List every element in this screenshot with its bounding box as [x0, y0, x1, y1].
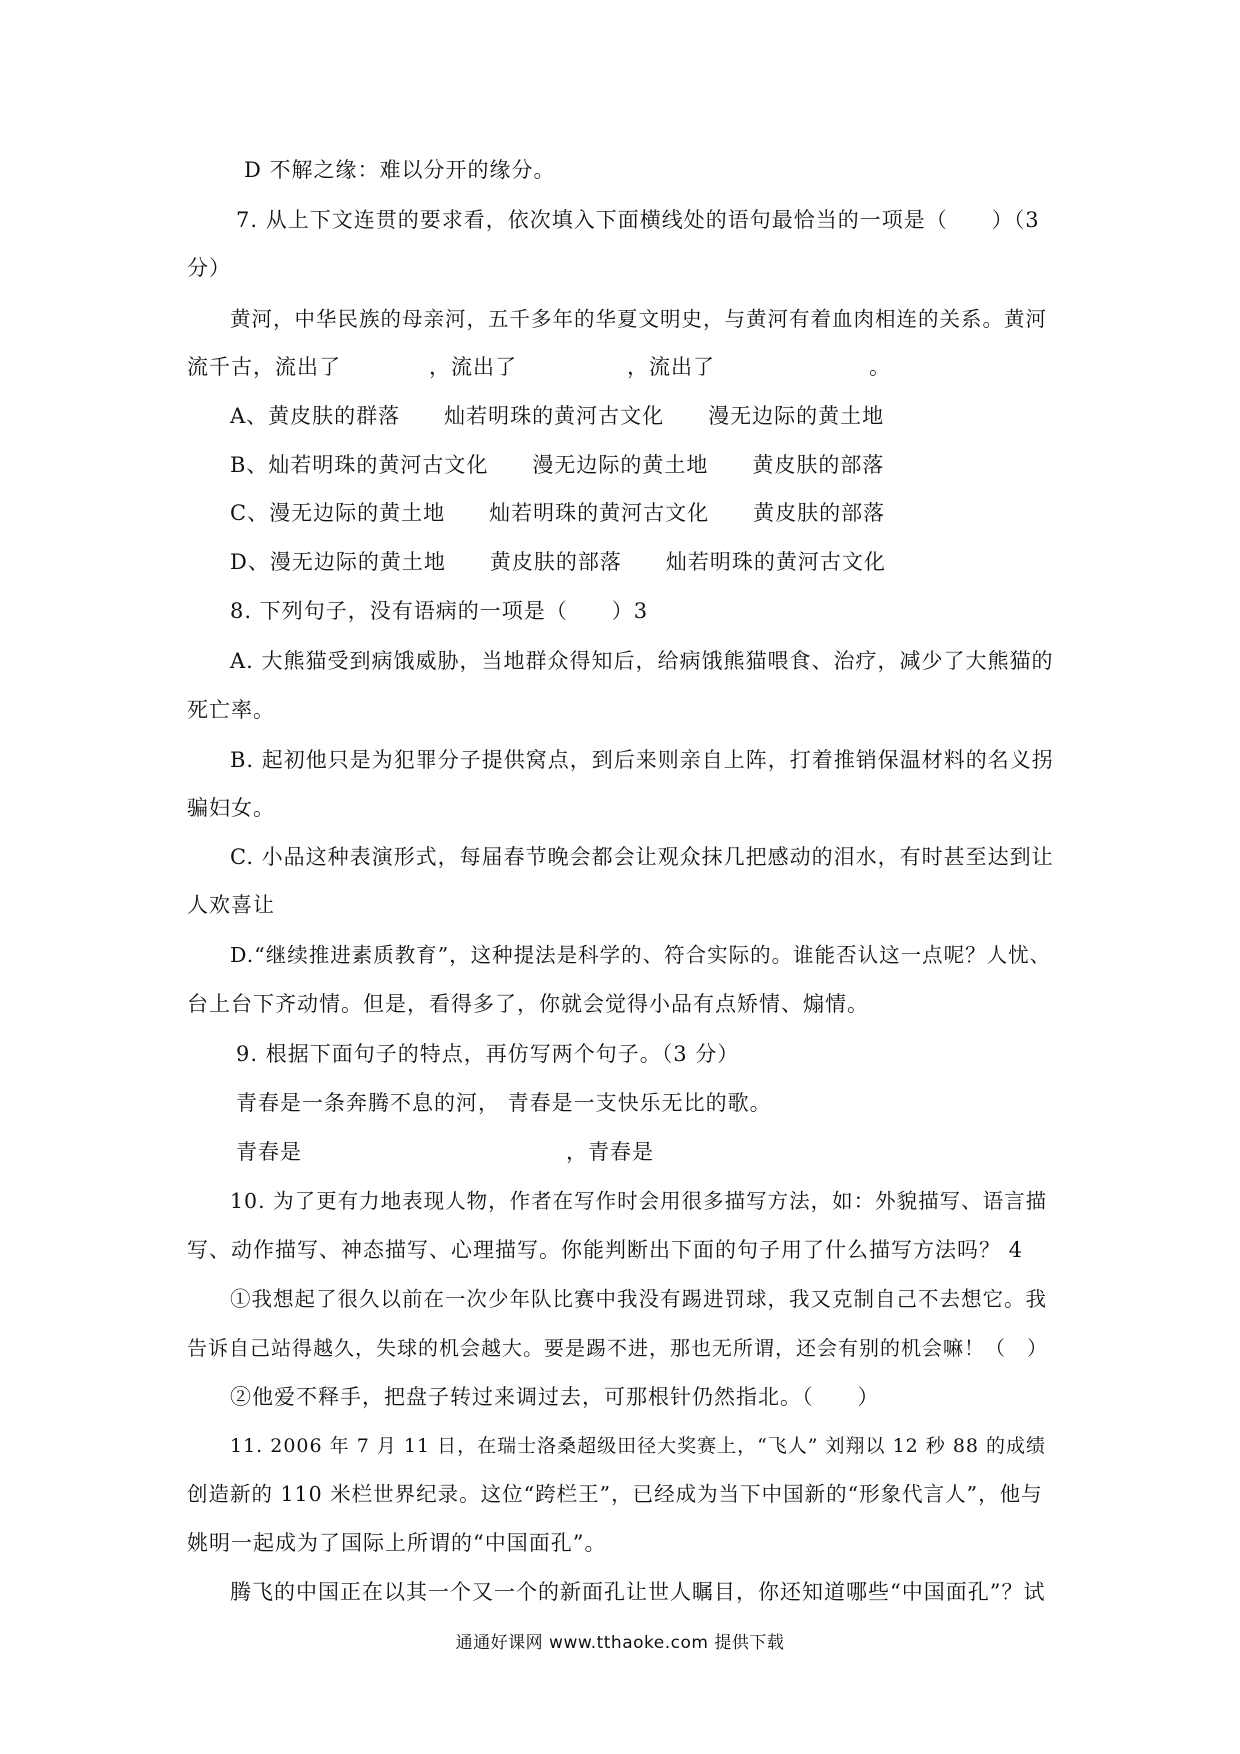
text-line: 台上台下齐动情。但是，看得多了，你就会觉得小品有点矫情、煽情。 [187, 992, 869, 1016]
text-line: A、黄皮肤的群落 灿若明珠的黄河古文化 漫无边际的黄土地 [230, 404, 885, 428]
text-line: 写、动作描写、神态描写、心理描写。你能判断出下面的句子用了什么描写方法吗？ 4 [187, 1238, 1024, 1262]
text-line: B. 起初他只是为犯罪分子提供窝点，到后来则亲自上阵，打着推销保温材料的名义拐 [230, 748, 1054, 772]
text-line: 骗妇女。 [187, 796, 275, 820]
text-line: C、漫无边际的黄土地 灿若明珠的黄河古文化 黄皮肤的部落 [230, 501, 886, 525]
text-line: 青春是 ，青春是 [236, 1140, 654, 1164]
text-line: 告诉自己站得越久，失球的机会越大。要是踢不进，那也无所谓，还会有别的机会嘛！（ ） [187, 1336, 1048, 1360]
text-line: 流千古，流出了 ，流出了 ，流出了 。 [187, 355, 891, 379]
text-line: 姚明一起成为了国际上所谓的“中国面孔”。 [187, 1531, 607, 1555]
text-line: 腾飞的中国正在以其一个又一个的新面孔让世人瞩目，你还知道哪些“中国面孔”？试 [230, 1580, 1046, 1604]
text-line: ②他爱不释手，把盘子转过来调过去，可那根针仍然指北。（ ） [230, 1385, 880, 1409]
text-line: B、灿若明珠的黄河古文化 漫无边际的黄土地 黄皮肤的部落 [230, 453, 885, 477]
text-line: 死亡率。 [187, 698, 275, 722]
text-line: 黄河，中华民族的母亲河，五千多年的华夏文明史，与黄河有着血肉相连的关系。黄河 [230, 307, 1047, 331]
page-footer: 通通好课网 www.tthaoke.com 提供下载 [455, 1633, 785, 1653]
text-line: D.“继续推进素质教育”，这种提法是科学的、符合实际的。谁能否认这一点呢？人忧、 [230, 943, 1052, 967]
text-line: 分） [187, 256, 231, 280]
text-line: 9. 根据下面句子的特点，再仿写两个句子。（3 分） [236, 1042, 740, 1066]
text-line: 青春是一条奔腾不息的河， 青春是一支快乐无比的歌。 [236, 1091, 772, 1115]
text-line: 人欢喜让 [187, 893, 275, 917]
text-line: 创造新的 110 米栏世界纪录。这位“跨栏王”，已经成为当下中国新的“形象代言人”，他与 [187, 1482, 1043, 1506]
text-line: ①我想起了很久以前在一次少年队比赛中我没有踢进罚球，我又克制自己不去想它。我 [230, 1287, 1047, 1311]
text-line: 11. 2006 年 7 月 11 日，在瑞士洛桑超级田径大奖赛上，“飞人” 刘翔以 12 秒 88 的成绩 [230, 1435, 1047, 1457]
text-line: C. 小品这种表演形式，每届春节晚会都会让观众抹几把感动的泪水，有时甚至达到让 [230, 845, 1054, 869]
text-line: 8. 下列句子，没有语病的一项是（ ）3 [230, 599, 649, 623]
text-line: 10. 为了更有力地表现人物，作者在写作时会用很多描写方法，如：外貌描写、语言描 [230, 1189, 1048, 1213]
text-line: D、漫无边际的黄土地 黄皮肤的部落 灿若明珠的黄河古文化 [230, 550, 886, 574]
text-line: 7. 从上下文连贯的要求看，依次填入下面横线处的语句最恰当的一项是（ ）（3 [236, 208, 1040, 232]
text-line: A. 大熊猫受到病饿威胁，当地群众得知后，给病饿熊猫喂食、治疗，减少了大熊猫的 [230, 649, 1054, 673]
text-line: D 不解之缘：难以分开的缘分。 [244, 158, 556, 182]
